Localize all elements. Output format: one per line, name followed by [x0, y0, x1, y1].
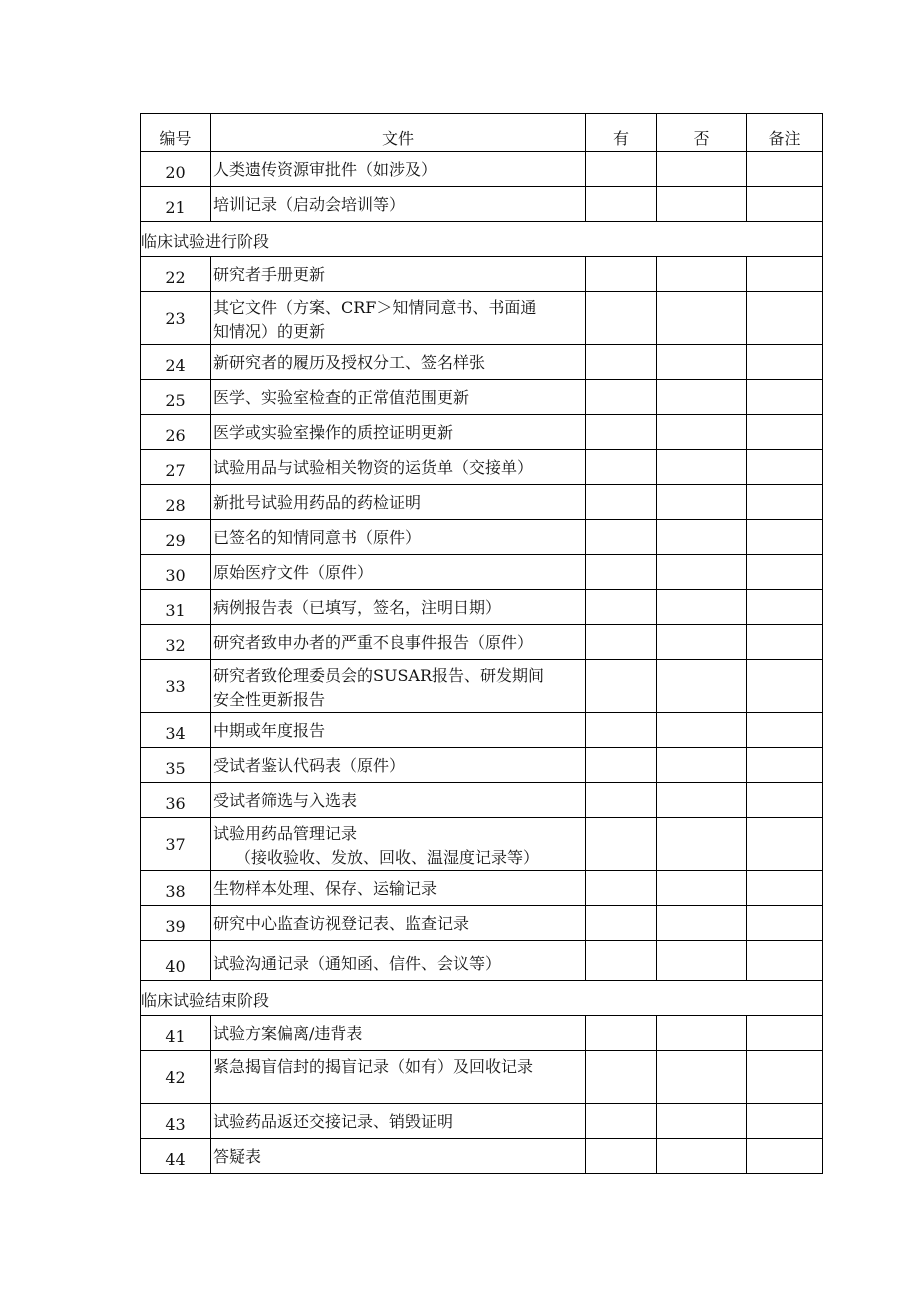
yes-cell[interactable]	[586, 625, 657, 660]
table-row	[141, 555, 823, 590]
yes-cell[interactable]	[586, 713, 657, 748]
remark-cell[interactable]	[747, 380, 823, 415]
table-row	[141, 871, 823, 906]
row-document-line1: 试验用药品管理记录	[213, 824, 358, 843]
row-number: 28	[141, 485, 211, 520]
row-number: 25	[141, 380, 211, 415]
row-document: 生物样本处理、保存、运输记录	[211, 871, 586, 906]
row-number: 24	[141, 345, 211, 380]
remark-cell[interactable]	[747, 660, 823, 713]
document-checklist-table	[140, 113, 823, 1174]
table-row	[141, 257, 823, 292]
row-document-line2: （接收验收、发放、回收、温湿度记录等）	[235, 848, 540, 867]
table-row	[141, 187, 823, 222]
no-cell[interactable]	[657, 783, 747, 818]
yes-cell[interactable]	[586, 1051, 657, 1104]
no-cell[interactable]	[657, 906, 747, 941]
row-document: 医学、实验室检查的正常值范围更新	[211, 380, 586, 415]
no-cell[interactable]	[657, 380, 747, 415]
remark-cell[interactable]	[747, 1139, 823, 1174]
row-document: 已签名的知情同意书（原件）	[211, 520, 586, 555]
row-document: 新批号试验用药品的药检证明	[211, 485, 586, 520]
yes-cell[interactable]	[586, 187, 657, 222]
remark-cell[interactable]	[747, 1016, 823, 1051]
no-cell[interactable]	[657, 625, 747, 660]
row-number: 20	[141, 152, 211, 187]
yes-cell[interactable]	[586, 906, 657, 941]
no-cell[interactable]	[657, 152, 747, 187]
remark-cell[interactable]	[747, 520, 823, 555]
table-row	[141, 1139, 823, 1174]
row-number: 39	[141, 906, 211, 941]
row-number: 21	[141, 187, 211, 222]
remark-cell[interactable]	[747, 257, 823, 292]
row-document: 新研究者的履历及授权分工、签名样张	[211, 345, 586, 380]
row-document: 试验用品与试验相关物资的运货单（交接单）	[211, 450, 586, 485]
row-number: 38	[141, 871, 211, 906]
row-document: 答疑表	[211, 1139, 586, 1174]
remark-cell[interactable]	[747, 450, 823, 485]
remark-cell[interactable]	[747, 713, 823, 748]
row-number: 31	[141, 590, 211, 625]
table-row	[141, 415, 823, 450]
row-number: 30	[141, 555, 211, 590]
header-no: 否	[657, 114, 747, 152]
table-row	[141, 450, 823, 485]
remark-cell[interactable]	[747, 871, 823, 906]
no-cell[interactable]	[657, 187, 747, 222]
remark-cell[interactable]	[747, 1051, 823, 1104]
no-cell[interactable]	[657, 1051, 747, 1104]
table-row	[141, 380, 823, 415]
no-cell[interactable]	[657, 1104, 747, 1139]
table-row	[141, 590, 823, 625]
no-cell[interactable]	[657, 450, 747, 485]
remark-cell[interactable]	[747, 783, 823, 818]
table-row	[141, 485, 823, 520]
yes-cell[interactable]	[586, 818, 657, 871]
table-row	[141, 818, 823, 871]
table-row	[141, 1016, 823, 1051]
remark-cell[interactable]	[747, 941, 823, 981]
row-number: 44	[141, 1139, 211, 1174]
table-row	[141, 1104, 823, 1139]
table-row	[141, 660, 823, 713]
row-document: 试验药品返还交接记录、销毁证明	[211, 1104, 586, 1139]
no-cell[interactable]	[657, 485, 747, 520]
yes-cell[interactable]	[586, 520, 657, 555]
row-document: 受试者鉴认代码表（原件）	[211, 748, 586, 783]
row-document: 紧急揭盲信封的揭盲记录（如有）及回收记录	[211, 1051, 586, 1104]
remark-cell[interactable]	[747, 555, 823, 590]
row-document: 中期或年度报告	[211, 713, 586, 748]
row-document-line1: 研究者致伦理委员会的SUSAR报告、研发期间	[213, 666, 545, 685]
yes-cell[interactable]	[586, 660, 657, 713]
row-number: 37	[141, 818, 211, 871]
remark-cell[interactable]	[747, 625, 823, 660]
row-document-line2: 安全性更新报告	[213, 690, 326, 709]
row-document: 研究者手册更新	[211, 257, 586, 292]
remark-cell[interactable]	[747, 345, 823, 380]
row-number: 34	[141, 713, 211, 748]
section-row	[141, 981, 823, 1016]
row-number: 27	[141, 450, 211, 485]
yes-cell[interactable]	[586, 345, 657, 380]
table-row	[141, 1051, 823, 1104]
yes-cell[interactable]	[586, 748, 657, 783]
section-title: 临床试验结束阶段	[141, 981, 823, 1016]
no-cell[interactable]	[657, 590, 747, 625]
yes-cell[interactable]	[586, 292, 657, 345]
row-document-line2: 知情况）的更新	[213, 322, 326, 341]
row-document: 研究者致申办者的严重不良事件报告（原件）	[211, 625, 586, 660]
table-row	[141, 713, 823, 748]
row-document: 病例报告表（已填写，签名，注明日期）	[211, 590, 586, 625]
header-yes: 有	[586, 114, 657, 152]
row-number: 35	[141, 748, 211, 783]
yes-cell[interactable]	[586, 1104, 657, 1139]
table-row	[141, 625, 823, 660]
yes-cell[interactable]	[586, 871, 657, 906]
row-number: 33	[141, 660, 211, 713]
yes-cell[interactable]	[586, 485, 657, 520]
no-cell[interactable]	[657, 257, 747, 292]
row-document: 试验沟通记录（通知函、信件、会议等）	[211, 941, 586, 981]
row-number: 29	[141, 520, 211, 555]
no-cell[interactable]	[657, 1016, 747, 1051]
no-cell[interactable]	[657, 415, 747, 450]
row-number: 23	[141, 292, 211, 345]
yes-cell[interactable]	[586, 590, 657, 625]
row-document: 培训记录（启动会培训等）	[211, 187, 586, 222]
remark-cell[interactable]	[747, 906, 823, 941]
remark-cell[interactable]	[747, 748, 823, 783]
remark-cell[interactable]	[747, 187, 823, 222]
remark-cell[interactable]	[747, 1104, 823, 1139]
table-row	[141, 941, 823, 981]
yes-cell[interactable]	[586, 450, 657, 485]
yes-cell[interactable]	[586, 555, 657, 590]
table-row	[141, 292, 823, 345]
header-document: 文件	[211, 114, 586, 152]
remark-cell[interactable]	[747, 292, 823, 345]
remark-cell[interactable]	[747, 152, 823, 187]
yes-cell[interactable]	[586, 380, 657, 415]
row-number: 22	[141, 257, 211, 292]
remark-cell[interactable]	[747, 590, 823, 625]
row-document	[211, 660, 586, 713]
yes-cell[interactable]	[586, 1139, 657, 1174]
remark-cell[interactable]	[747, 818, 823, 871]
row-document: 试验方案偏离/违背表	[211, 1016, 586, 1051]
table-row	[141, 906, 823, 941]
row-document: 受试者筛选与入选表	[211, 783, 586, 818]
row-number: 36	[141, 783, 211, 818]
row-number: 41	[141, 1016, 211, 1051]
row-document: 人类遗传资源审批件（如涉及）	[211, 152, 586, 187]
section-title: 临床试验进行阶段	[141, 222, 823, 257]
row-document: 研究中心监查访视登记表、监查记录	[211, 906, 586, 941]
table-row	[141, 345, 823, 380]
table-row	[141, 748, 823, 783]
header-remark: 备注	[747, 114, 823, 152]
yes-cell[interactable]	[586, 415, 657, 450]
remark-cell[interactable]	[747, 415, 823, 450]
no-cell[interactable]	[657, 818, 747, 871]
remark-cell[interactable]	[747, 485, 823, 520]
table-row	[141, 152, 823, 187]
row-document	[211, 818, 586, 871]
row-document: 原始医疗文件（原件）	[211, 555, 586, 590]
no-cell[interactable]	[657, 345, 747, 380]
table-header-row	[141, 114, 823, 152]
no-cell[interactable]	[657, 520, 747, 555]
header-number: 编号	[141, 114, 211, 152]
no-cell[interactable]	[657, 748, 747, 783]
no-cell[interactable]	[657, 1139, 747, 1174]
row-number: 42	[141, 1051, 211, 1104]
yes-cell[interactable]	[586, 783, 657, 818]
row-number: 40	[141, 941, 211, 981]
table-row	[141, 520, 823, 555]
yes-cell[interactable]	[586, 257, 657, 292]
row-number: 32	[141, 625, 211, 660]
row-document	[211, 292, 586, 345]
no-cell[interactable]	[657, 292, 747, 345]
table-row	[141, 783, 823, 818]
no-cell[interactable]	[657, 941, 747, 981]
row-number: 26	[141, 415, 211, 450]
yes-cell[interactable]	[586, 941, 657, 981]
yes-cell[interactable]	[586, 1016, 657, 1051]
no-cell[interactable]	[657, 555, 747, 590]
no-cell[interactable]	[657, 871, 747, 906]
no-cell[interactable]	[657, 713, 747, 748]
row-document-line1: 其它文件（方案、CRF＞知情同意书、书面通	[213, 298, 537, 317]
no-cell[interactable]	[657, 660, 747, 713]
section-row	[141, 222, 823, 257]
row-number: 43	[141, 1104, 211, 1139]
yes-cell[interactable]	[586, 152, 657, 187]
row-document: 医学或实验室操作的质控证明更新	[211, 415, 586, 450]
